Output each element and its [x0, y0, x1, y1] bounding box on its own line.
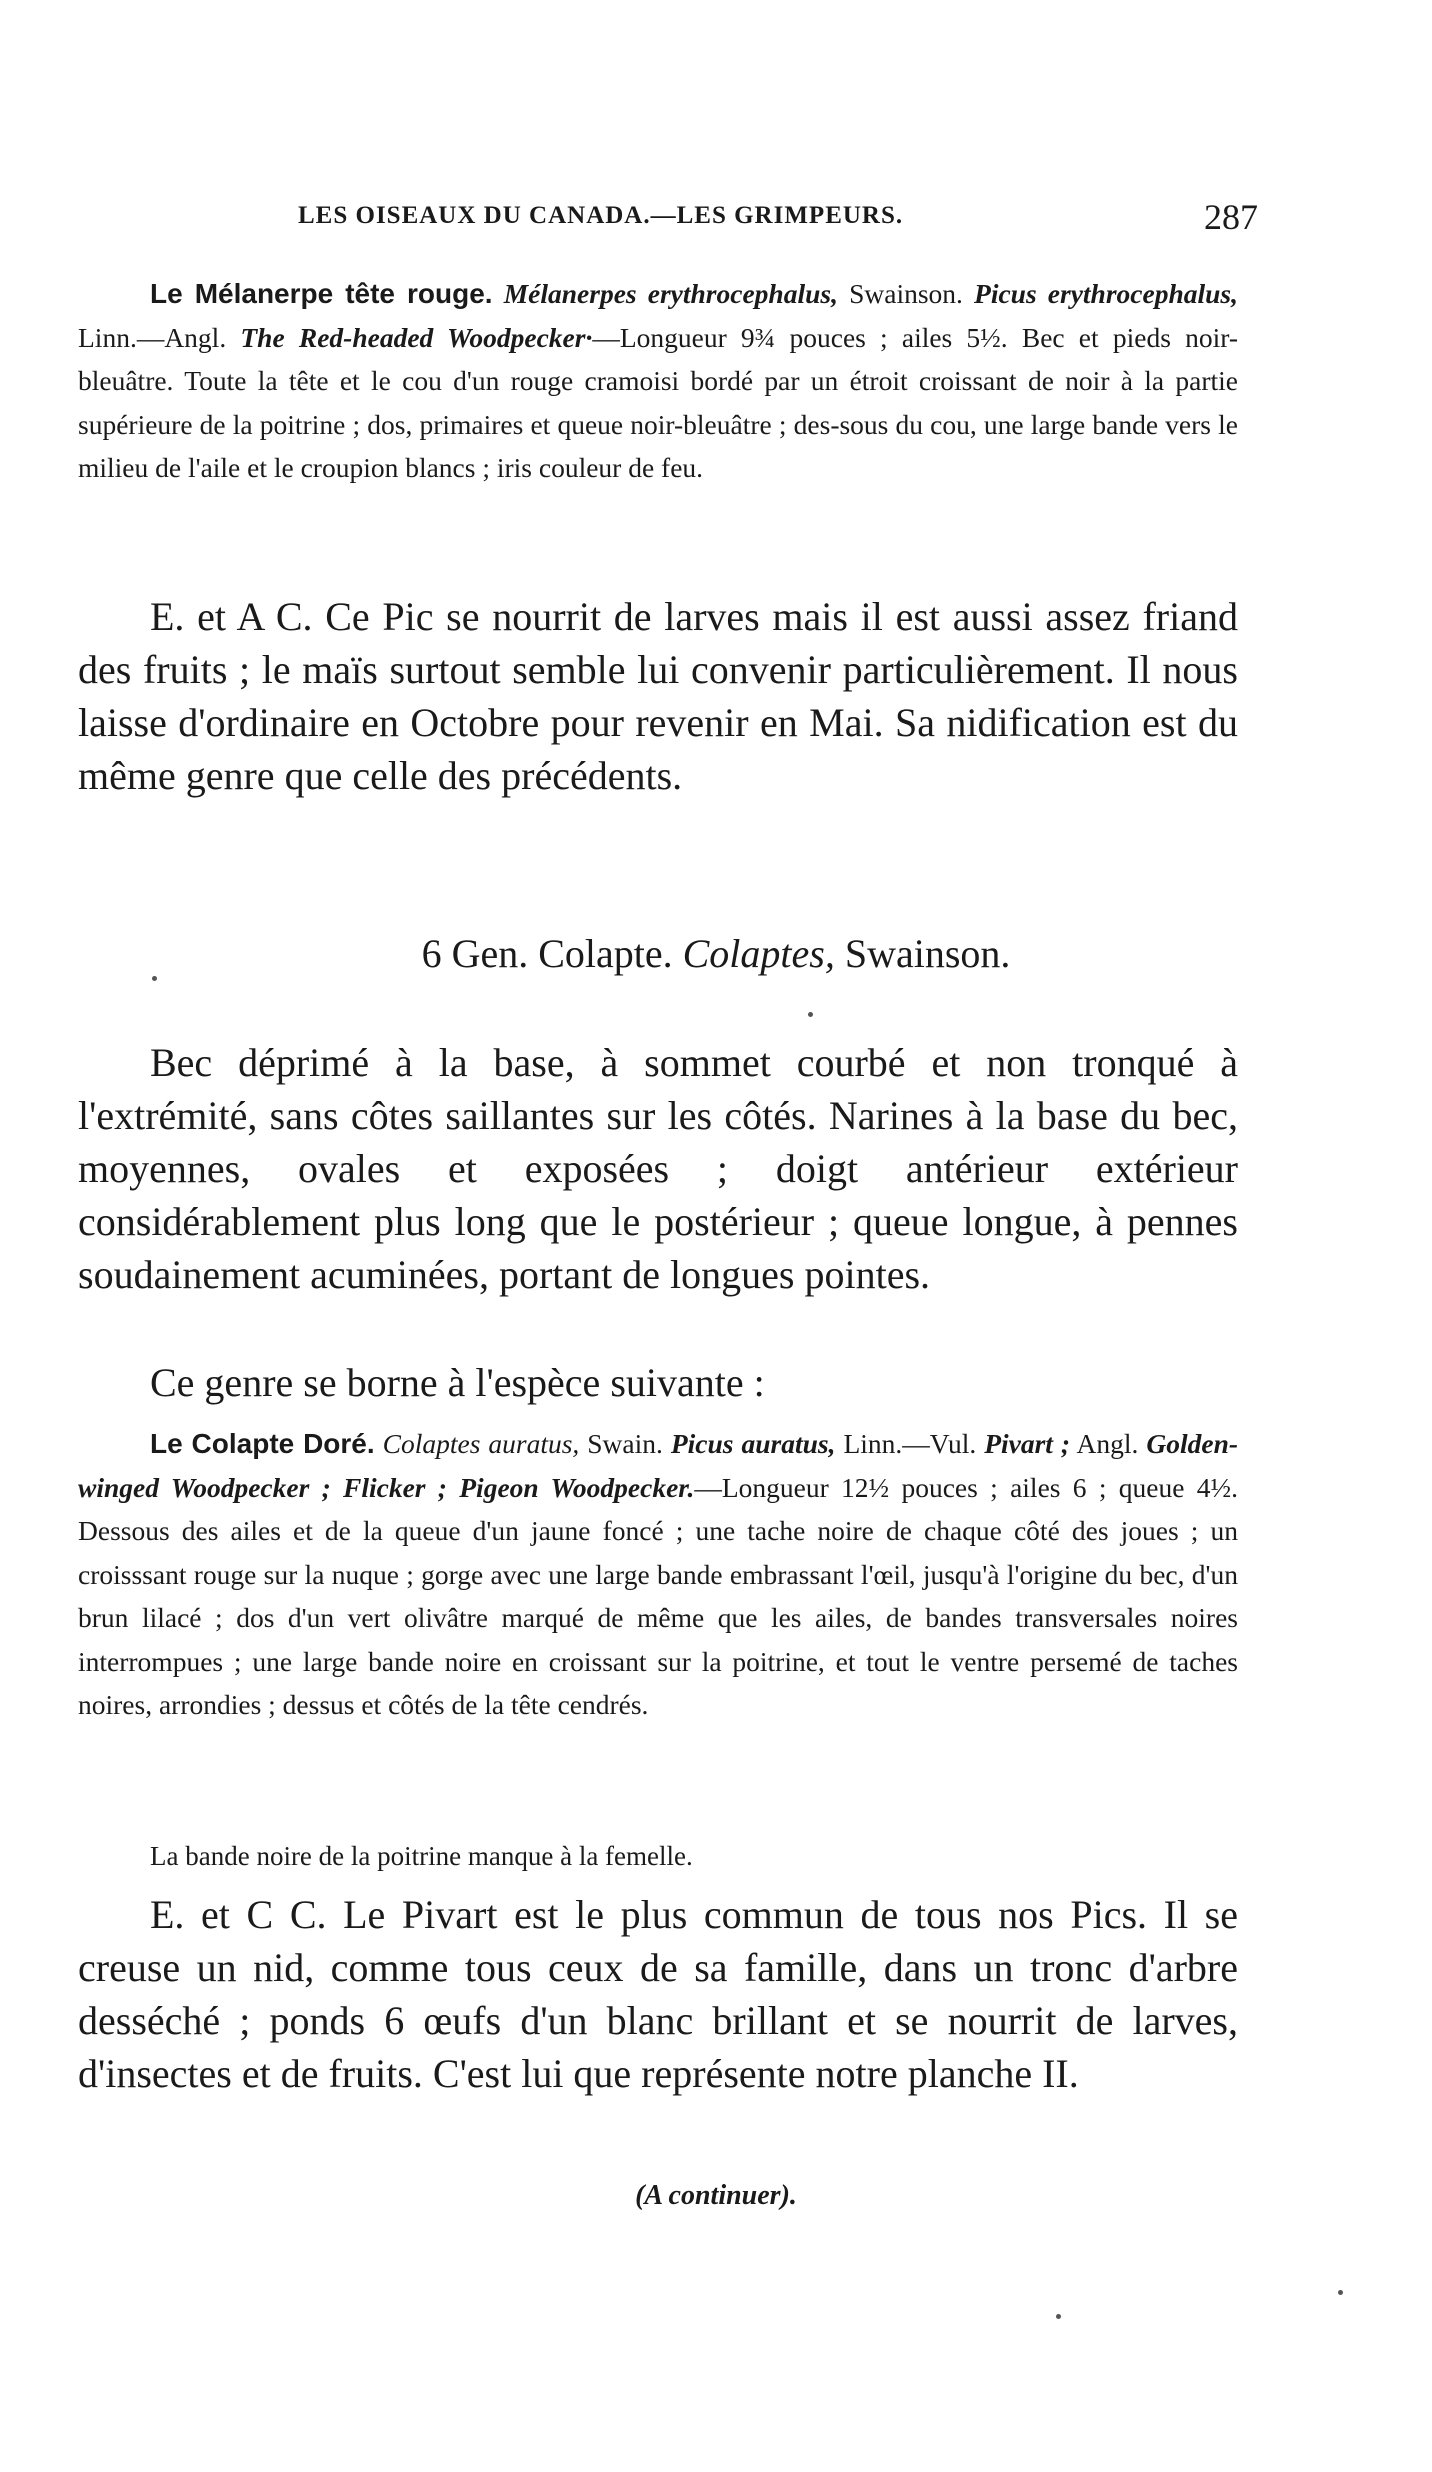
- melanerpe-synonym: Picus erythrocephalus,: [974, 278, 1239, 309]
- colapte-scientific-name: Colaptes auratus,: [374, 1428, 580, 1459]
- melanerpe-entry: [78, 272, 1238, 490]
- melanerpe-scientific-name: Mélanerpes erythrocephalus,: [503, 278, 838, 309]
- colapte-synonym: Picus auratus,: [670, 1428, 836, 1459]
- colapte-author-angl: Angl.: [1070, 1428, 1147, 1459]
- melanerpe-description: —Longueur 9¾ pouces ; ailes 5½. Bec et pieds noir-bleuâtre. Toute la tête et le cou d'un rouge cramoisi bordé par un étroit croissant de noir à la partie supérieure de la poitrine ; dos, primaires et queue noir-bleuâtre ; des-sous du cou, une large bande vers le milieu de l'aile et le croupion blancs ; iris couleur de feu.: [78, 321, 1238, 483]
- genus-heading: [0, 930, 1432, 977]
- ink-speck: [1056, 2314, 1061, 2319]
- melanerpe-author: Swainson.: [837, 278, 975, 309]
- genus-scope: Ce genre se borne à l'espèce suivante :: [150, 1360, 765, 1405]
- page-number: 287: [1204, 197, 1258, 237]
- running-head: LES OISEAUX DU CANADA.—LES GRIMPEURS.: [298, 202, 904, 229]
- colapte-vulgar-name: Pivart ;: [984, 1428, 1071, 1459]
- colapte-author: Swain.: [579, 1428, 671, 1459]
- continued-note: (A continuer).: [635, 2180, 797, 2211]
- colapte-description: —Longueur 12½ pouces ; ailes 6 ; queue 4½. Dessous des ailes et de la queue d'un jaune foncé ; une tache noire de chaque côté des joues ; un croisssant rouge sur la nuque ; gorge avec une large bande embrassant l'œil, jusqu'à l'origine du bec, d'un brun lilacé ; dos d'un vert olivâtre marqué de même que les ailes, de bandes transversales noires interrompues ; une large bande noire en croissant sur la poitrine, et tout le ventre persemé de taches noires, arrondies ; dessus et côtés de la tête cendrés.: [78, 1471, 1238, 1720]
- page-header: [298, 196, 1258, 240]
- genus-author: Swainson.: [834, 931, 1011, 976]
- melanerpe-english-name: The Red-headed Woodpecker·: [240, 321, 593, 353]
- melanerpe-notes: E. et A C. Ce Pic se nourrit de larves mais il est aussi assez friand des fruits ; le maïs surtout semble lui convenir particulièrement. Il nous laisse d'ordinaire en Octobre pour revenir en Mai. Sa nidification est du même genre que celle des précédents.: [78, 594, 1238, 798]
- melanerpe-name: Le Mélanerpe tête rouge.: [150, 278, 493, 309]
- ink-speck: [1338, 2290, 1343, 2295]
- genus-description: Bec déprimé à la base, à sommet courbé et non tronqué à l'extrémité, sans côtes saillantes sur les côtés. Narines à la base du bec, moyennes, ovales et exposées ; doigt antérieur extérieur considérablement plus long que le postérieur ; queue longue, à pennes soudainement acuminées, portant de longues pointes.: [78, 1040, 1238, 1297]
- melanerpe-author-linn: Linn.—Angl.: [78, 321, 241, 353]
- ink-speck: [152, 976, 157, 981]
- colapte-entry: [78, 1422, 1238, 1727]
- ink-speck: [808, 1012, 813, 1017]
- genus-latin: Colaptes,: [682, 931, 835, 976]
- colapte-author-linn: Linn.—Vul.: [835, 1428, 985, 1459]
- colapte-name: Le Colapte Doré.: [150, 1428, 375, 1459]
- genus-prefix: 6 Gen. Colapte.: [421, 931, 683, 976]
- colapte-female-note: La bande noire de la poitrine manque à la femelle.: [150, 1841, 693, 1871]
- colapte-notes: E. et C C. Le Pivart est le plus commun de tous nos Pics. Il se creuse un nid, comme tous ceux de sa famille, dans un tronc d'arbre desséché ; ponds 6 œufs d'un blanc brillant et se nourrit de larves, d'insectes et de fruits. C'est lui que représente notre planche II.: [78, 1892, 1238, 2096]
- colapte-english-names: Golden-winged Woodpecker ; Flicker ; Pigeon Woodpecker.: [78, 1428, 1239, 1503]
